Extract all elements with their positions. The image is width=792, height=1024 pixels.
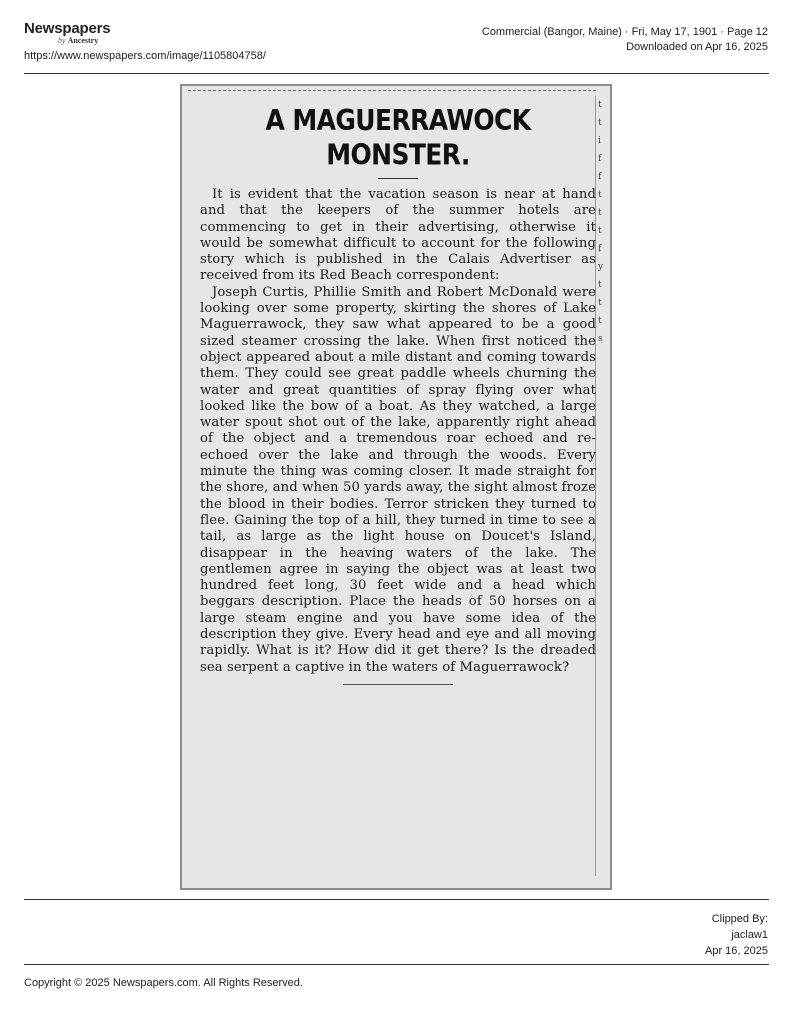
source-line: Commercial (Bangor, Maine) · Fri, May 17, 1901 · Page 12: [481, 26, 768, 38]
image-url[interactable]: https://www.newspapers.com/image/1105804758/: [24, 50, 266, 62]
source-info: [482, 25, 768, 55]
header-divider: [24, 73, 769, 74]
article-column: [200, 100, 596, 685]
footer-divider-top: [24, 899, 769, 900]
article-paragraph: Joseph Curtis, Phillie Smith and Robert McDonald were looking over some property, skirting the shores of Lake Maguerrawock, they saw what appeared to be a good sized steamer crossing the lake. When first noticed the object appeared about a mile distant and coming towards them. They could see great paddle wheels churning the water and great quantities of spray flying over what looked like the bow of a boat. As they watched, a large water spout shot out of the lake, apparently right ahead of the object and a tremendous roar echoed and re-echoed over the lake and through the woods. Every minute the thing was coming closer. It made straight for the shore, and when 50 yards away, the sight almost froze the blood in their bodies. Terror stricken they turned to flee. Gaining the top of a hill, they turned in time to see a tail, as large as the light house on Doucet's Island, disappear in the heaving waters of the lake. The gentlemen agree in saying the object was at least two hundred feet long, 30 feet wide and a head which beggars description. Place the heads of 50 horses on a large steam engine and you have some idea of the description they give. Every head and eye and all moving rapidly. What is it? How did it get there? Is the dreaded sea serpent a captive in the waters of Maguerrawock?: [200, 284, 596, 675]
article-paragraph: It is evident that the vacation season is near at hand and that the keepers of the summer hotels are commencing to get in their advertising, otherwise it would be somewhat difficult to account for the following story which is published in the Calais Advertiser as received from its Red Beach correspondent:: [200, 187, 596, 284]
page-header: [0, 0, 792, 74]
logo-byline: by Ancestry: [58, 36, 99, 45]
newspaper-clipping: [180, 84, 612, 890]
clipped-date: Apr 16, 2025: [705, 945, 768, 957]
newspapers-logo[interactable]: [24, 20, 110, 45]
logo-wordmark: Newspapers: [24, 20, 111, 37]
headline-rule: [378, 178, 418, 179]
article-headline: A MAGUERRAWOCK MONSTER.: [265, 103, 531, 172]
footer-divider-bottom: [24, 964, 769, 965]
article-end-rule: [343, 684, 453, 685]
clipped-by-info: [705, 911, 768, 959]
copyright-notice: Copyright © 2025 Newspapers.com. All Rights Reserved.: [24, 977, 303, 989]
clipped-by-label: Clipped By:: [711, 913, 768, 925]
clipped-by-user[interactable]: jaclaw1: [731, 929, 768, 941]
clipping-top-border: [188, 90, 596, 94]
downloaded-line: Downloaded on Apr 16, 2025: [626, 41, 768, 53]
article-body: [200, 187, 596, 676]
adjacent-column-edge: t t i f f t t t f y t t t s: [595, 96, 604, 876]
